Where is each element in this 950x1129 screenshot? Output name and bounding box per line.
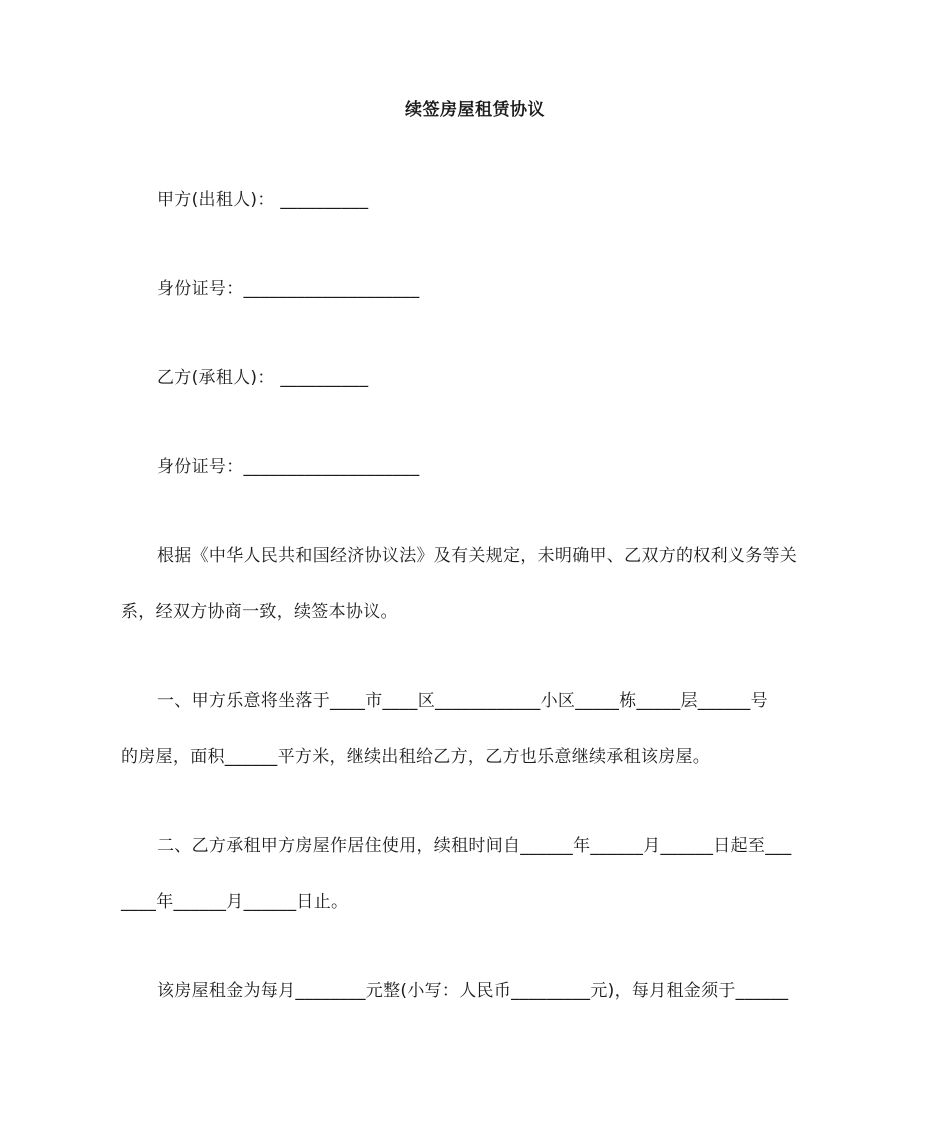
lessor-name-line: 甲方(出租人)： __________ — [157, 190, 369, 210]
lessor-id-line: 身份证号：____________________ — [157, 279, 420, 299]
clause-2-line-1: 二、乙方承租甲方房屋作居住使用，续租时间自______年______月______日起至___ — [157, 836, 792, 856]
clause-2-line-2: ____年______月______日止。 — [121, 892, 349, 912]
clause-1-line-2: 的房屋，面积______平方米，继续出租给乙方，乙方也乐意继续承租该房屋。 — [121, 747, 711, 767]
clause-1-line-1: 一、甲方乐意将坐落于____市____区____________小区_____栋_____层______号 — [157, 691, 768, 711]
preamble-line-2: 系，经双方协商一致，续签本协议。 — [121, 602, 398, 622]
lessee-id-line: 身份证号：____________________ — [157, 457, 420, 477]
rent-clause-line-1: 该房屋租金为每月________元整(小写：人民币_________元)，每月租金须于______ — [157, 981, 789, 1001]
lessee-name-line: 乙方(承租人)： __________ — [157, 368, 369, 388]
document-title: 续签房屋租赁协议 — [405, 100, 545, 120]
preamble-line-1: 根据《中华人民共和国经济协议法》及有关规定，未明确甲、乙双方的权利义务等关 — [157, 546, 798, 566]
